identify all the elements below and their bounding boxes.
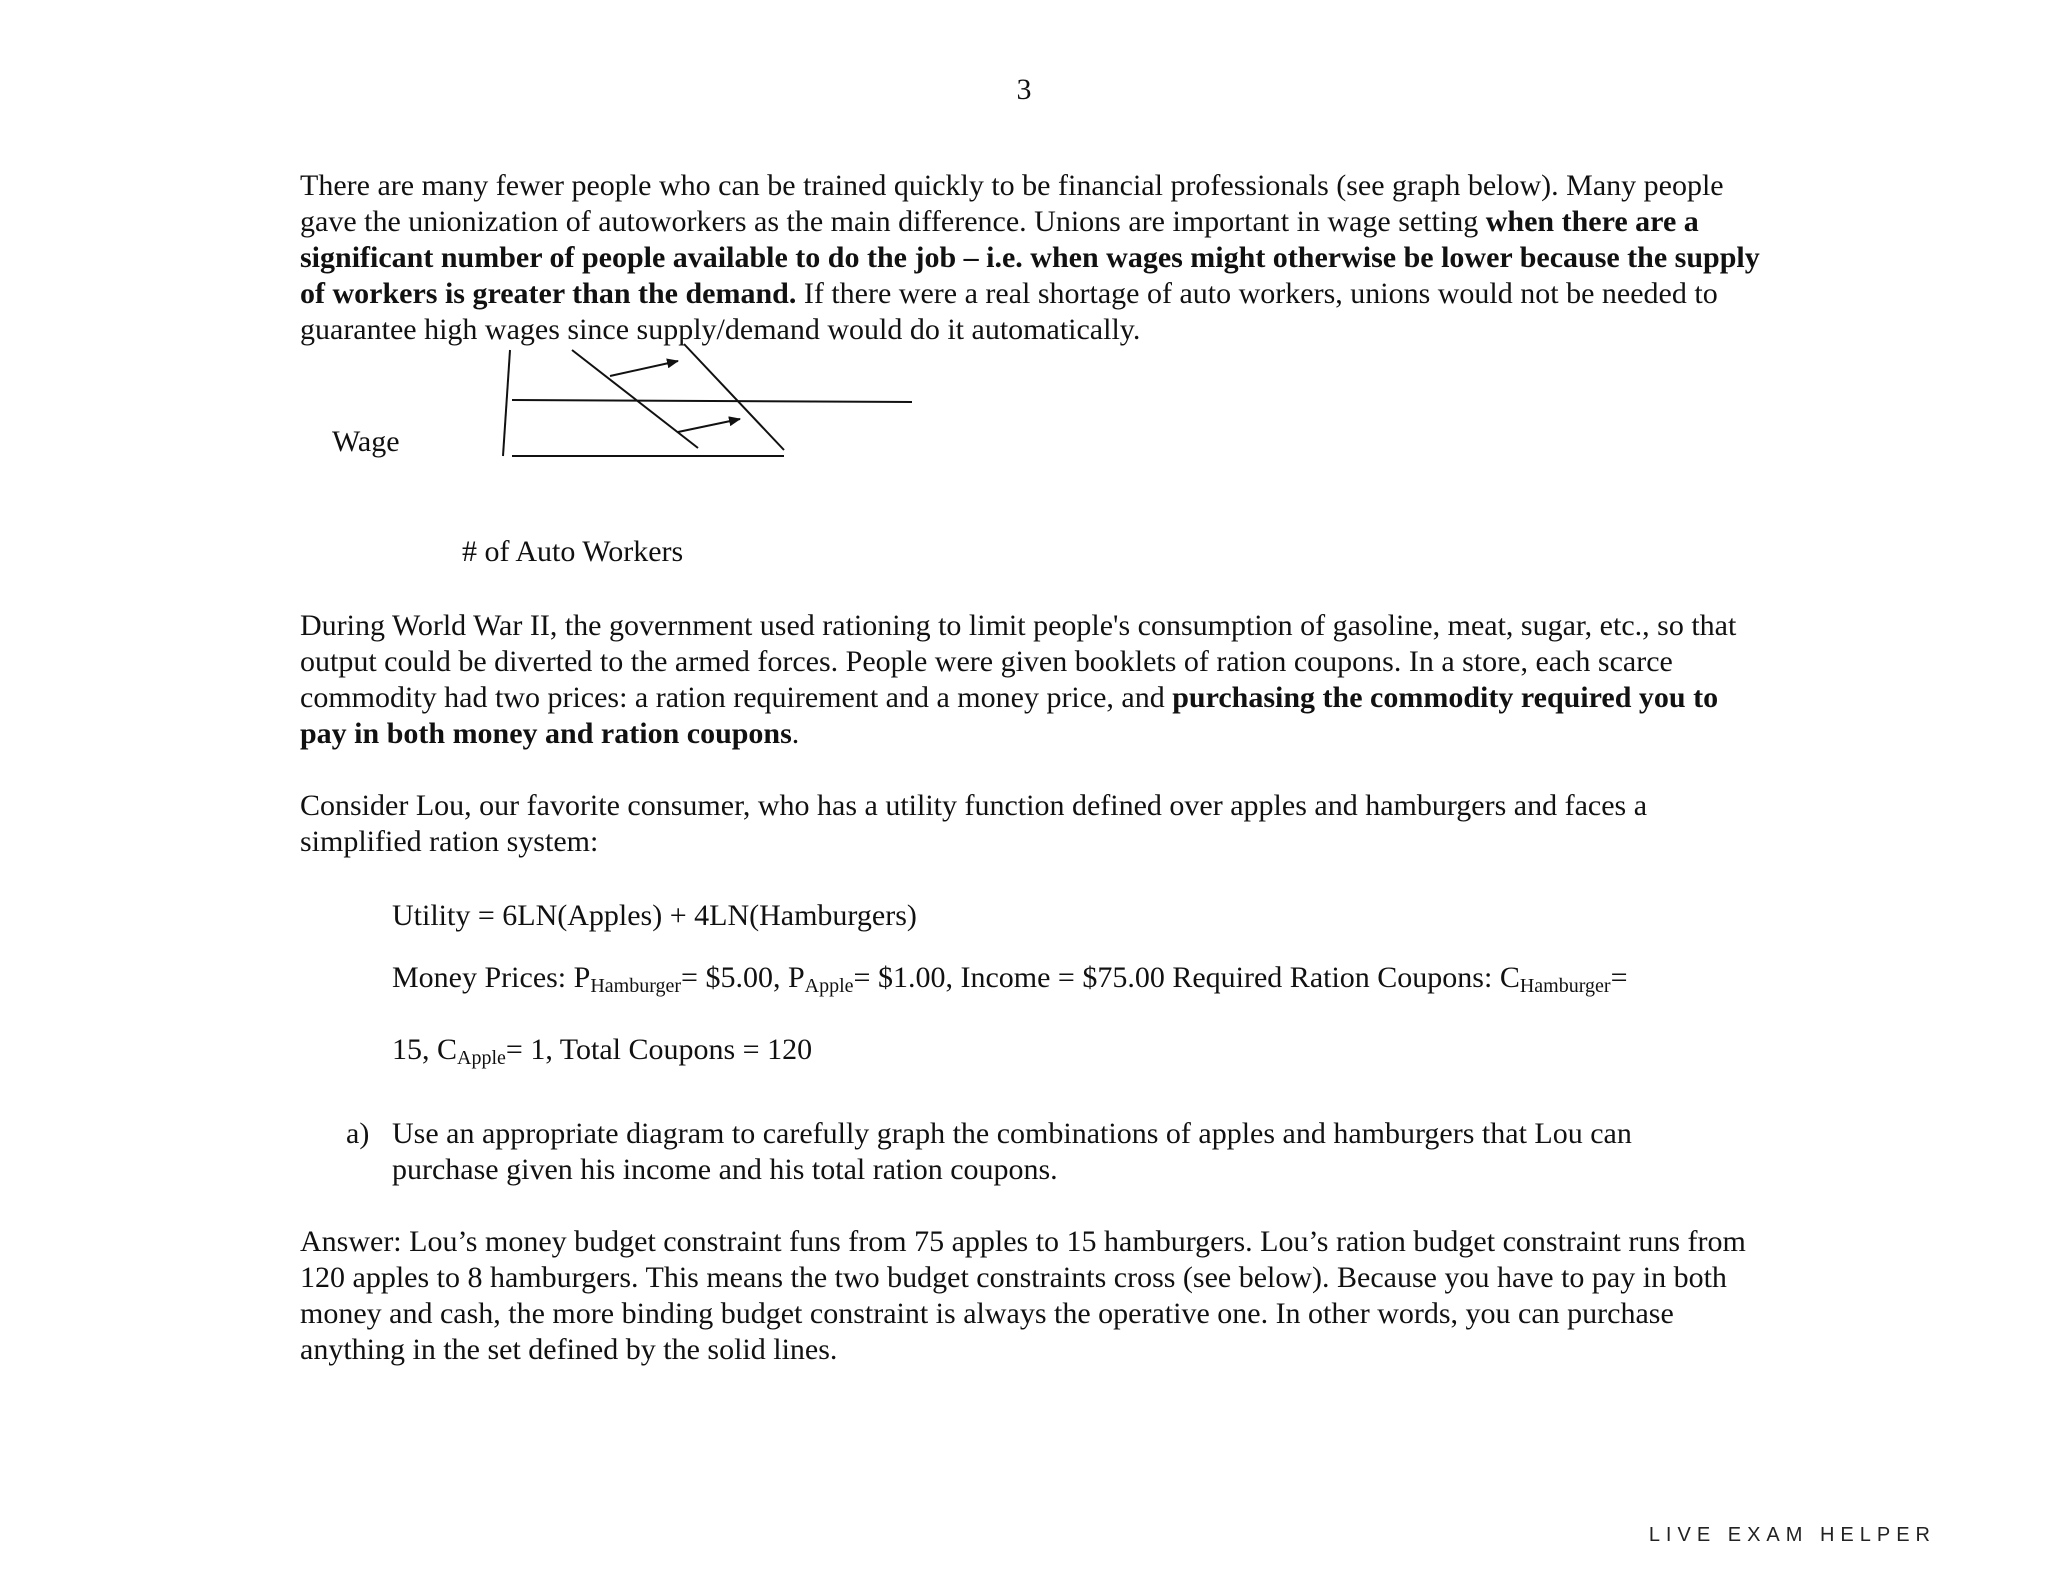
demand-curve-shifted — [684, 344, 784, 450]
hamburger-price: = $5.00, P — [681, 961, 805, 994]
subscript-hamburger-coupon: Hamburger — [1519, 975, 1611, 997]
subscript-hamburger: Hamburger — [590, 975, 682, 997]
coupons-rest: = 1, Total Coupons = 120 — [505, 1033, 813, 1066]
question-a — [346, 1116, 1746, 1188]
intro-text-start: There are many fewer people who can be trained quickly to be financial professionals (see graph below). Many people gave the unionization of autoworkers as the main difference. Unions are important in wage setting — [300, 169, 1724, 238]
auto-workers-axis-label: # of Auto Workers — [462, 535, 684, 568]
footer-brand: LIVE EXAM HELPER — [1648, 1524, 1936, 1546]
question-a-line2: purchase given his income and his total ration coupons. — [392, 1153, 1058, 1186]
demand-curve — [572, 350, 698, 448]
page-number: 3 — [1016, 73, 1032, 106]
rationing-bold-text: purchasing the commodity required you to pay in both money and ration coupons — [300, 681, 1719, 750]
union-wage-line — [512, 400, 912, 402]
coupons-line — [392, 1032, 812, 1068]
equals-sign: = — [1610, 961, 1628, 994]
money-prices-prefix: Money Prices: P — [392, 961, 591, 994]
answer-paragraph: Answer: Lou’s money budget constraint funs from 75 apples to 15 hamburgers. Lou’s ration budget constraint runs from 120 apples to 8 hamburgers. This means the two budget constraints cross (see below). Because you have to pay in both money and cash, the more binding budget constraint is always the operative one. In other words, you can purchase anything in the set defined by the solid lines. — [300, 1225, 1746, 1366]
subscript-apple: Apple — [804, 975, 854, 997]
money-prices-line — [392, 960, 1627, 996]
wage-axis — [503, 350, 510, 456]
coupons-prefix: 15, C — [392, 1033, 458, 1066]
intro-text-end: If there were a real shortage of auto workers, unions would not be needed to guarantee high wages since supply/demand would do it automatically. — [300, 277, 1718, 346]
rationing-paragraph — [300, 608, 1770, 752]
rationing-text-start: During World War II, the government used rationing to limit people's consumption of gasoline, meat, sugar, etc., so that output could be diverted to the armed forces. People were given booklets of ration coupons. In a store, each scarce commodity had two prices: a ration requirement and a money price, and — [300, 609, 1737, 714]
lou-intro-paragraph: Consider Lou, our favorite consumer, who has a utility function defined over apples and hamburgers and faces a simplified ration system: — [300, 789, 1648, 858]
shift-arrow-lower — [678, 419, 740, 432]
utility-equation: Utility = 6LN(Apples) + 4LN(Hamburgers) — [392, 899, 917, 932]
question-a-line1: Use an appropriate diagram to carefully graph the combinations of apples and hamburgers that Lou can — [392, 1117, 1632, 1150]
question-a-label: a) — [346, 1117, 370, 1150]
subscript-apple-coupon: Apple — [457, 1047, 506, 1069]
apple-price-income: = $1.00, Income = $75.00 Required Ration Coupons: C — [853, 961, 1520, 994]
shift-arrow-upper — [610, 361, 678, 376]
rationing-text-end: . — [791, 717, 800, 750]
wage-axis-label: Wage — [332, 425, 400, 458]
intro-bold-text: when there are a significant number of people available to do the job – i.e. when wages might otherwise be lower because the supply of workers is greater than the demand. — [300, 205, 1760, 310]
